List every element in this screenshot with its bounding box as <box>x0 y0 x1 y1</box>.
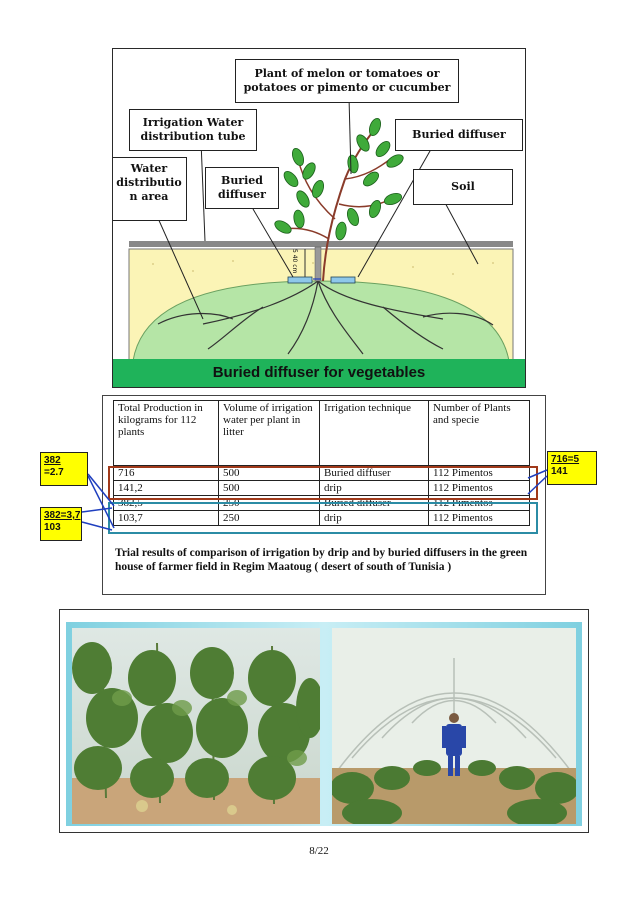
greenhouse-tunnel-photo <box>332 628 576 824</box>
note-left-top-numerator: 382 <box>44 455 61 466</box>
table-cell: 500 <box>219 481 320 496</box>
greenhouse-tunnel-image <box>332 628 576 824</box>
table-cell: 112 Pimentos <box>429 496 530 511</box>
header-volume: Volume of irrigation water per plant in litter <box>219 401 320 466</box>
depth-label: 5 40 cm <box>291 249 298 274</box>
table-cell: 112 Pimentos <box>429 511 530 526</box>
note-left-top-denominator: =2.7 <box>44 467 64 478</box>
table-cell: 250 <box>219 496 320 511</box>
note-arrows <box>0 440 638 550</box>
table-cell: 141,2 <box>114 481 219 496</box>
note-left-bottom-numerator: 382=3,7 <box>44 510 81 521</box>
buried-diffuser-left <box>288 277 312 283</box>
table-caption: Trial results of comparison of irrigation by drip and by buried diffusers in the green house of farmer field in Regim Maatoug ( desert of south of Tunisia ) <box>115 547 528 573</box>
header-technique: Irrigation technique <box>320 401 429 466</box>
note-right-numerator: 716=5 <box>551 454 580 465</box>
table-cell: drip <box>320 511 429 526</box>
note-right <box>547 451 597 485</box>
note-right-denominator: 141 <box>551 466 568 477</box>
table-cell: 250 <box>219 511 320 526</box>
buried-diffuser-right <box>331 277 355 283</box>
greenhouse-plants-photo <box>72 628 320 824</box>
tube-label: Irrigation Water distribution tube <box>129 109 257 151</box>
table-cell: 112 Pimentos <box>429 466 530 481</box>
note-left-bottom <box>40 507 82 541</box>
plant-label: Plant of melon or tomatoes or potatoes or pimento or cucumber <box>235 59 459 103</box>
buried-diffuser-diagram <box>112 48 526 388</box>
plant-leaves <box>273 117 406 241</box>
water-area-label: Water distributio n area <box>112 157 187 221</box>
table-cell: drip <box>320 481 429 496</box>
table-cell: 382,5 <box>114 496 219 511</box>
page-number: 8/22 <box>309 845 329 857</box>
buried-diffuser-left-label: Buried diffuser <box>205 167 279 209</box>
note-left-top <box>40 452 88 486</box>
diagram-banner <box>113 359 525 387</box>
table-cell: 103,7 <box>114 511 219 526</box>
table-cell: 716 <box>114 466 219 481</box>
table-cell: 500 <box>219 466 320 481</box>
header-total-production: Total Production in kilograms for 112 plants <box>114 401 219 466</box>
distribution-tube <box>129 241 513 247</box>
table-cell: Buried diffuser <box>320 466 429 481</box>
greenhouse-photos-panel <box>59 609 589 833</box>
soil-label: Soil <box>413 169 513 205</box>
table-cell: 112 Pimentos <box>429 481 530 496</box>
banner-title: Buried diffuser for vegetables <box>212 364 426 381</box>
table-cell: Buried diffuser <box>320 496 429 511</box>
greenhouse-plants-image <box>72 628 320 824</box>
buried-diffuser-right-label: Buried diffuser <box>395 119 523 151</box>
note-left-bottom-denominator: 103 <box>44 522 61 533</box>
header-plants: Number of Plants and specie <box>429 401 530 466</box>
